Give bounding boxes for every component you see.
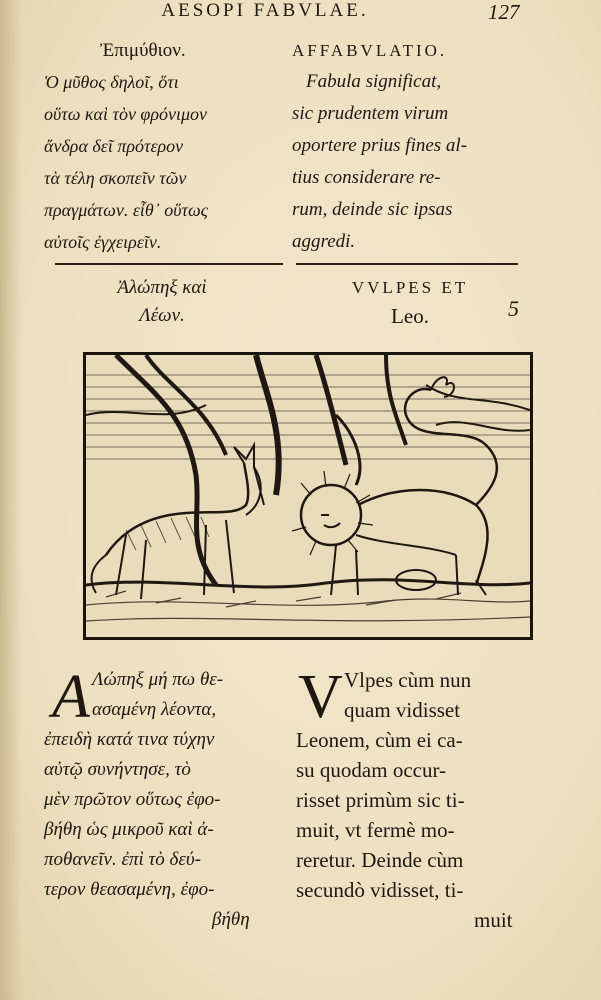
- title-line: VVLPES ET: [351, 278, 469, 297]
- text-line: Fabula significat,: [306, 71, 442, 92]
- latin-moral-text: [292, 66, 542, 258]
- text-line: μὲν πρῶτον οὕτως ἐφο-: [44, 789, 221, 810]
- text-line: aggredi.: [292, 231, 356, 252]
- text-line: Λώπηξ μή πω θε-: [92, 669, 224, 690]
- text-line: ασαμένη λέοντα,: [92, 699, 217, 720]
- text-line: rum, deinde sic ipsas: [292, 199, 453, 220]
- text-line: ποθανεῖν. ἐπὶ τὸ δεύ-: [44, 849, 201, 870]
- text-line: αὐτοῖς ἐγχειρεῖν.: [44, 232, 162, 252]
- text-line: Ὁ μῦθος δηλοῖ, ὅτι: [44, 72, 179, 92]
- greek-fable-title: [62, 274, 262, 330]
- text-line: βήθη ὡς μικροῦ καὶ ἀ-: [44, 819, 214, 840]
- latin-dropcap: V: [298, 663, 343, 731]
- text-line: su quodam occur-: [296, 758, 447, 782]
- text-line: ἄνδρα δεῖ πρότερον: [44, 136, 184, 156]
- text-line: αὐτῷ συνήντησε, τὸ: [44, 759, 191, 780]
- text-line: ἐπειδὴ κατά τινα τύχην: [44, 729, 215, 750]
- text-line: risset primùm sic ti-: [296, 788, 465, 812]
- latin-moral-heading: AFFABVLATIO.: [292, 41, 448, 60]
- text-line: oportere prius fines al-: [292, 135, 468, 156]
- text-line: Vlpes cùm nun: [344, 668, 472, 692]
- woodcut-fox-and-lion-icon: [83, 352, 533, 640]
- text-line: sic prudentem virum: [292, 103, 449, 124]
- text-line: reretur. Deinde cùm: [296, 848, 464, 872]
- title-line: Leo.: [391, 304, 429, 328]
- latin-fable-title: [300, 274, 520, 330]
- greek-fable-text: [44, 665, 284, 935]
- greek-dropcap: Α: [52, 663, 90, 731]
- text-line: βήθη: [212, 909, 250, 930]
- text-line: tius considerare re-: [292, 167, 441, 188]
- title-line: Λέων.: [139, 305, 185, 326]
- text-line: οὕτω καὶ τὸν φρόνιμον: [44, 104, 208, 124]
- divider-rule-right: [296, 263, 518, 265]
- title-line: Ἀλώπηξ καὶ: [117, 277, 207, 298]
- latin-fable-text: [296, 665, 546, 935]
- fable-number: 5: [508, 296, 519, 321]
- divider-rule-left: [55, 263, 283, 265]
- running-title: AESOPI FABVLAE.: [161, 0, 369, 21]
- text-line: τερον θεασαμένη, ἐφο-: [44, 879, 215, 900]
- text-line: quam vidisset: [344, 698, 461, 722]
- page-gutter-shadow: [0, 0, 22, 1000]
- text-line: Leonem, cùm ei ca-: [296, 728, 463, 752]
- greek-moral-text: [44, 66, 284, 258]
- text-line: πραγμάτων. εἶθ᾽ οὕτως: [44, 200, 208, 220]
- text-line: muit: [474, 908, 513, 932]
- page-number: 127: [488, 0, 520, 24]
- text-line: secundò vidisset, ti-: [296, 878, 464, 902]
- greek-moral-heading: Ἐπιμύθιον.: [100, 40, 186, 61]
- text-line: τὰ τέλη σκοπεῖν τῶν: [44, 168, 187, 188]
- text-line: muit, vt fermè mo-: [296, 818, 455, 842]
- woodcut-drawing: [86, 355, 530, 637]
